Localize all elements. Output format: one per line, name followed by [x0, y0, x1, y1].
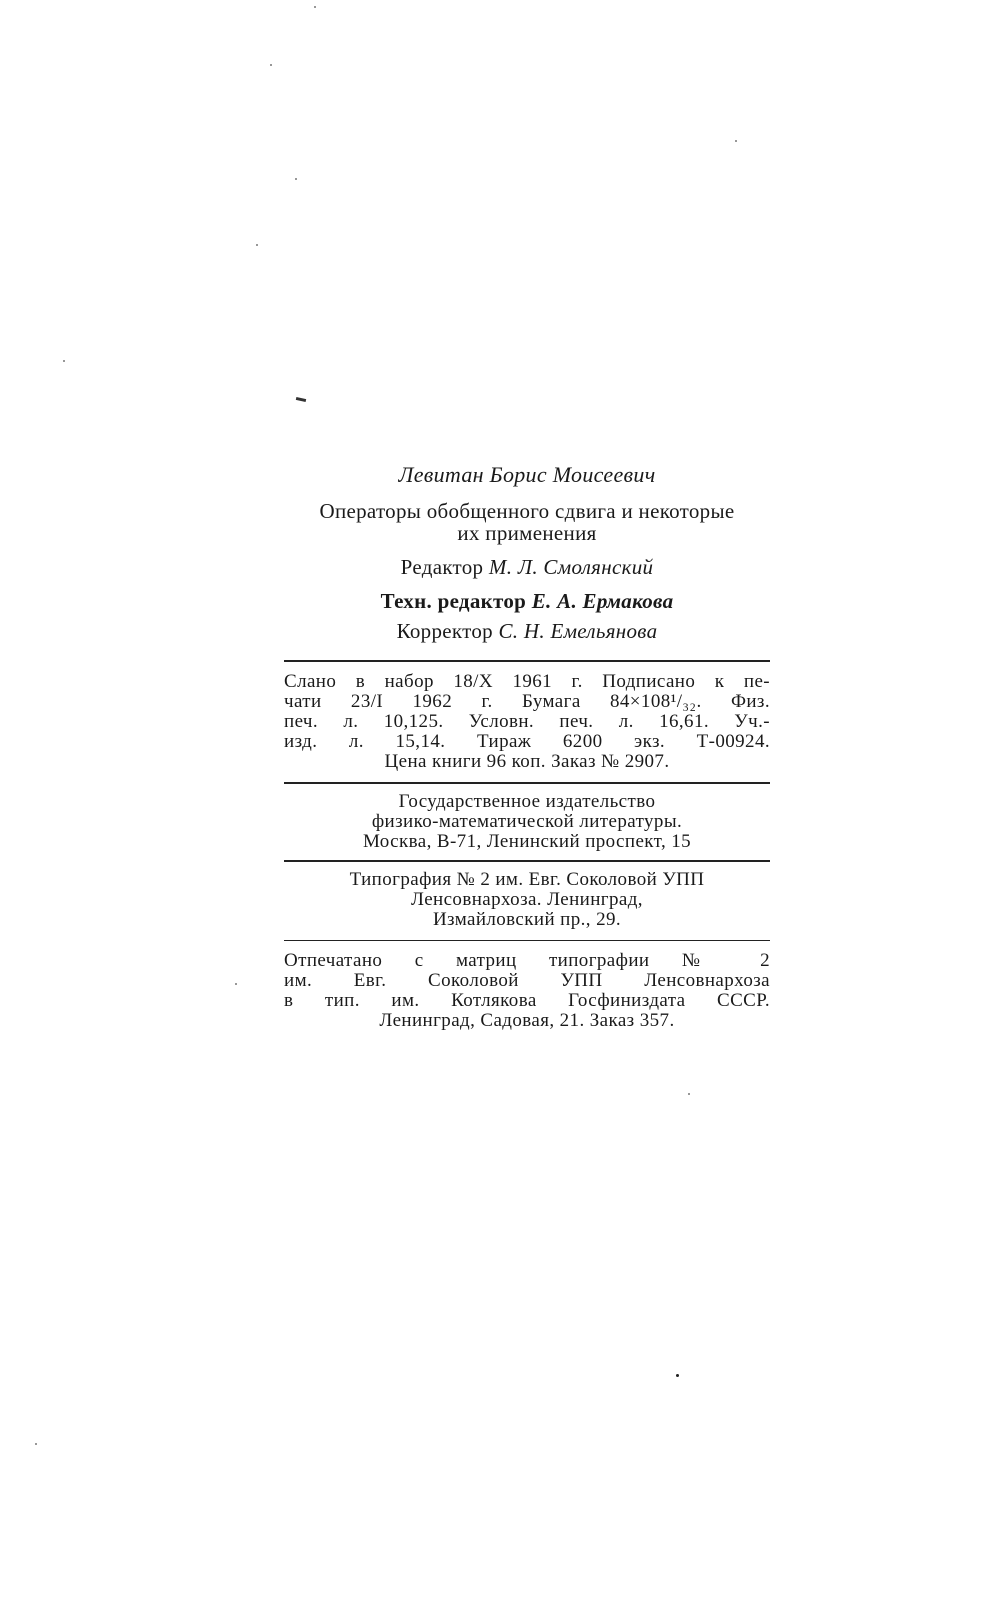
credit-value: Е. А. Ермакова — [531, 589, 674, 613]
printer-block — [284, 870, 770, 930]
printer-line: Измайловский пр., 29. — [432, 909, 622, 930]
imprint-line: изд. л. 15,14. Тираж 6200 экз. Т-00924. — [284, 731, 770, 752]
reprint-line: в тип. им. Котлякова Госфиниздата СССР. — [284, 990, 770, 1011]
divider — [284, 660, 770, 662]
credit-tech-editor — [284, 588, 770, 614]
scan-speck — [35, 1443, 37, 1445]
scan-speck — [270, 64, 272, 66]
divider — [284, 860, 770, 862]
reprint-line: им. Евг. Соколовой УПП Ленсовнархоза — [284, 970, 770, 991]
scan-speck — [235, 983, 237, 985]
title-line: их применения — [457, 521, 597, 545]
printer-line: Типография № 2 им. Евг. Соколовой УПП — [349, 869, 705, 890]
imprint-block — [284, 672, 770, 772]
publisher-line: физико-математической литературы. — [371, 811, 683, 832]
credit-label: Техн. редактор — [380, 589, 527, 613]
scan-mark — [296, 397, 306, 402]
credit-label: Редактор — [400, 555, 484, 579]
imprint-line: Слано в набор 18/X 1961 г. Подписано к пе- — [284, 671, 770, 692]
credit-value: С. Н. Емельянова — [498, 619, 658, 643]
title-line: Операторы обобщенного сдвига и некоторые — [319, 499, 735, 523]
book-title — [284, 500, 770, 544]
printer-line: Ленсовнархоза. Ленинград, — [411, 889, 643, 910]
colophon — [284, 462, 770, 1031]
reprint-block — [284, 951, 770, 1031]
imprint-line: чати 23/I 1962 г. Бумага 84×108¹/₃₂. Физ. — [284, 691, 770, 712]
credit-value: М. Л. Смолянский — [488, 555, 654, 579]
credit-proofreader — [284, 618, 770, 644]
scan-speck — [735, 140, 737, 142]
imprint-line: печ. л. 10,125. Условн. печ. л. 16,61. Уч.- — [284, 711, 770, 732]
divider — [284, 782, 770, 784]
imprint-line: Цена книги 96 коп. Заказ № 2907. — [384, 751, 670, 772]
scan-speck — [688, 1093, 690, 1095]
divider — [284, 940, 770, 941]
publisher-block — [284, 792, 770, 852]
author-name: Левитан Борис Моисеевич — [398, 462, 656, 487]
reprint-line: Ленинград, Садовая, 21. Заказ 357. — [379, 1010, 675, 1031]
publisher-line: Государственное издательство — [398, 791, 656, 812]
credits — [284, 554, 770, 644]
reprint-line: Отпечатано с матриц типографии № 2 — [284, 950, 770, 971]
credit-editor — [284, 554, 770, 580]
scan-speck — [295, 178, 297, 180]
scan-speck — [63, 360, 65, 362]
publisher-line: Москва, В-71, Ленинский проспект, 15 — [362, 831, 692, 852]
scan-speck — [256, 244, 258, 246]
scan-speck — [676, 1374, 679, 1377]
credit-label: Корректор — [396, 619, 493, 643]
scan-speck — [314, 6, 316, 8]
